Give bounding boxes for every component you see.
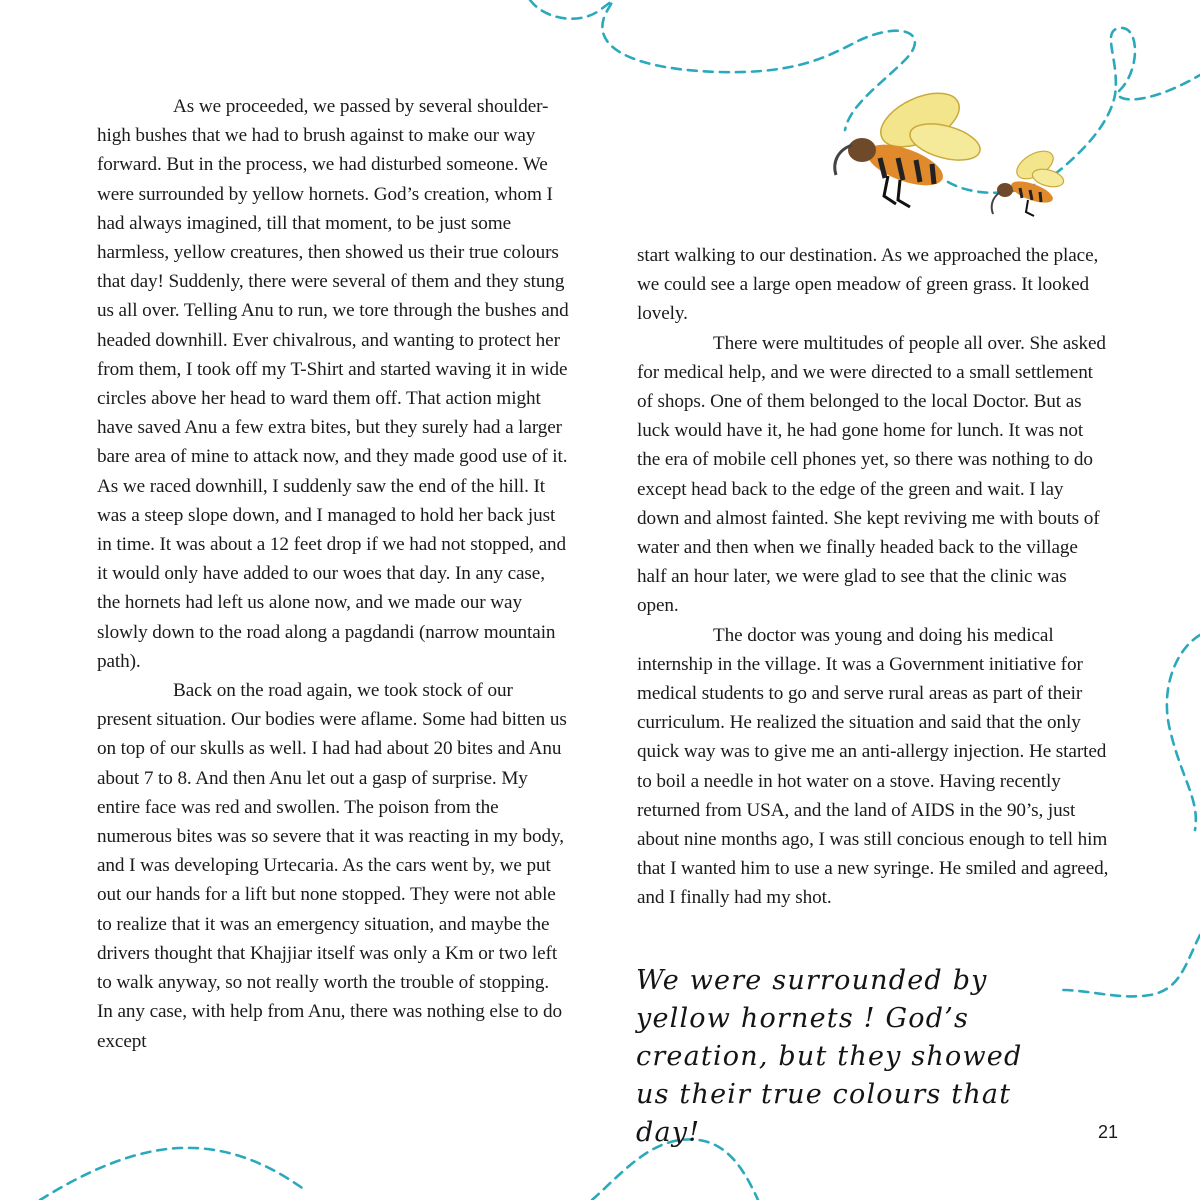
body-paragraph: As we proceeded, we passed by several shoulder-high bushes that we had to brush against to make our way forward. But in the process, we had disturbed someone. We were surrounded by yellow hornets. God’s creation, whom I had always imagined, till that moment, to be just some harmless, yellow creatures, then showed us their true colours that day! Suddenly, there were several of them and they stung us all over. Telling Anu to run, we tore through the bushes and headed downhill. Ever chivalrous, and wanting to protect her from them, I took off my T-Shirt and started waving it in wide circles above her head to ward them off. That action might have saved Anu a few extra bites, but they surely had a larger bare area of mine to attack now, and they made good use of it. As we raced downhill, I suddenly saw the end of the hill. It was a steep slope down, and I managed to hold her back just in time. It was about a 12 feet drop if we had not stopped, and it would only have added to our woes that day. In any case, the hornets had left us alone now, and we made our way slowly down to the road along a pagdandi (narrow mountain path).: [97, 96, 569, 672]
left-text-column: [97, 92, 569, 1056]
small-hornet-illustration: [992, 145, 1066, 216]
bottom-left-path: [40, 1148, 305, 1200]
body-paragraph: The doctor was young and doing his medical internship in the village. It was a Government initiative for medical students to go and serve rural areas as part of their curriculum. He realized the situation and said that the only quick way was to give me an anti-allergy injection. He started to boil a needle in hot water on a stove. Having recently returned from USA, and the land of AIDS in the 90’s, just about nine months ago, I was still concious enough to tell him that I wanted him to use a new syringe. He smiled and agreed, and I finally had my shot.: [637, 624, 1109, 909]
right-lower-path: [1062, 935, 1200, 996]
top-dashed-path: [530, 0, 915, 130]
pull-quote: We were surrounded by yellow hornets ! God’s creation, but they showed us their true colours that day!: [636, 965, 1023, 1148]
right-text-column: [637, 241, 1109, 913]
top-right-loop-path: [948, 28, 1200, 193]
right-edge-path: [1167, 635, 1200, 830]
body-paragraph: Back on the road again, we took stock of our present situation. Our bodies were aflame. Some had bitten us on top of our skulls as well. I had had about 20 bites and Anu about 7 to 8. And then Anu let out a gasp of surprise. My entire face was red and swollen. The poison from the numerous bites was so severe that it was reacting in my body, and I was developing Urtecaria. As the cars went by, we put out our hands for a lift but none stopped. They were not able to realize that it was an emergency situation, and maybe the drivers thought that Khajjiar itself was only a Km or two left to walk anyway, so not really worth the trouble of stopping. In any case, with help from Anu, there was nothing else to do except: [97, 680, 567, 1052]
page-number: 21: [1098, 1122, 1119, 1142]
large-hornet-illustration: [835, 82, 984, 207]
body-paragraph: There were multitudes of people all over. She asked for medical help, and we were directed to a small settlement of shops. One of them belonged to the local Doctor. But as luck would have it, he had gone home for lunch. It was not the era of mobile cell phones yet, so there was nothing to do except head back to the edge of the green and wait. I lay down and almost fainted. She kept reviving me with bouts of water and then when we finally headed back to the village half an hour later, we were glad to see that the clinic was open.: [637, 332, 1106, 617]
body-paragraph: start walking to our destination. As we approached the place, we could see a large open meadow of green grass. It looked lovely.: [637, 245, 1099, 325]
